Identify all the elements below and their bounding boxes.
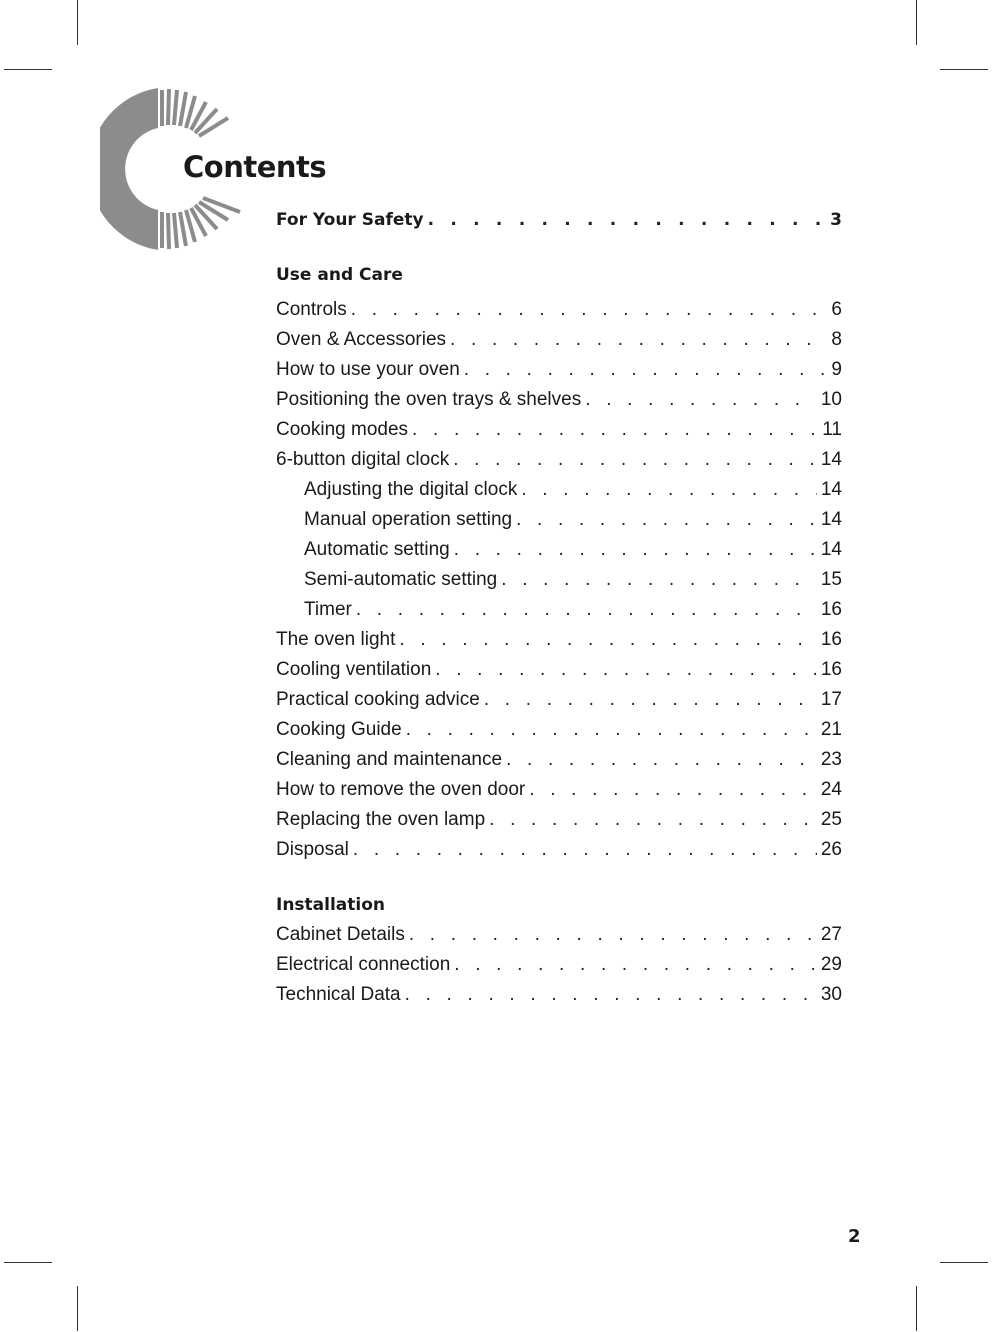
dot-leader <box>435 656 817 684</box>
toc-entry <box>276 446 842 474</box>
section-heading-use-and-care: Use and Care <box>276 265 403 285</box>
toc-entry <box>276 296 842 324</box>
toc-entry-label: Disposal <box>276 839 349 860</box>
toc-entry-page: 27 <box>820 924 842 945</box>
toc-entry-label: Adjusting the digital clock <box>304 479 518 500</box>
toc-entry-page: 3 <box>830 210 842 230</box>
dot-leader <box>409 921 817 949</box>
crop-mark <box>916 0 917 45</box>
toc-entry-label: 6-button digital clock <box>276 449 450 470</box>
crop-mark <box>940 69 988 70</box>
toc-entry <box>276 981 842 1009</box>
dot-leader <box>412 416 818 444</box>
toc-entry <box>276 326 842 354</box>
dot-leader <box>501 566 817 594</box>
toc-entry <box>276 716 842 744</box>
toc-entry-page: 30 <box>820 984 842 1005</box>
crop-mark <box>77 1286 78 1331</box>
toc-entry-page: 14 <box>820 449 842 470</box>
crop-mark <box>4 69 52 70</box>
toc-subentry <box>304 476 842 504</box>
toc-entry-page: 6 <box>831 299 842 320</box>
dot-leader <box>353 836 817 864</box>
toc-entry-page: 15 <box>820 569 842 590</box>
toc-entry-page: 26 <box>820 839 842 860</box>
crop-mark <box>4 1262 52 1263</box>
dot-leader <box>454 951 817 979</box>
toc-entry-page: 8 <box>831 329 842 350</box>
dot-leader <box>506 746 817 774</box>
dot-leader <box>521 476 817 504</box>
toc-entry <box>276 806 842 834</box>
page-title: Contents <box>183 150 327 184</box>
crop-mark <box>77 0 78 45</box>
toc-entry <box>276 356 842 384</box>
dot-leader <box>454 536 817 564</box>
dot-leader <box>585 386 817 414</box>
toc-entry-label: Electrical connection <box>276 954 451 975</box>
toc-entry-label: Cabinet Details <box>276 924 405 945</box>
crop-mark <box>940 1262 988 1263</box>
toc-entry <box>276 386 842 414</box>
dot-leader <box>406 716 817 744</box>
toc-entry-page: 29 <box>820 954 842 975</box>
toc-entry-page: 16 <box>820 629 842 650</box>
toc-entry-page: 14 <box>820 539 842 560</box>
toc-entry-page: 24 <box>820 779 842 800</box>
toc-entry-page: 11 <box>822 419 842 440</box>
toc-entry-label: Replacing the oven lamp <box>276 809 486 830</box>
toc-entry <box>276 416 842 444</box>
dot-leader <box>356 596 817 624</box>
toc-entry <box>276 626 842 654</box>
dot-leader <box>529 776 817 804</box>
dot-leader <box>489 806 817 834</box>
dot-leader <box>428 206 827 234</box>
crop-mark <box>916 1286 917 1331</box>
toc-entry <box>276 746 842 774</box>
toc-entry <box>276 686 842 714</box>
dot-leader <box>399 626 817 654</box>
toc-entry-label: Manual operation setting <box>304 509 513 530</box>
dot-leader <box>351 296 828 324</box>
toc-entry-page: 21 <box>820 719 842 740</box>
toc-entry-label: Cooking Guide <box>276 719 402 740</box>
toc-entry-label: Cleaning and maintenance <box>276 749 503 770</box>
toc-entry-page: 25 <box>820 809 842 830</box>
toc-entry-label: Cooking modes <box>276 419 409 440</box>
dot-leader <box>450 326 827 354</box>
dot-leader <box>516 506 817 534</box>
toc-entry-label: The oven light <box>276 629 396 650</box>
toc-entry-label: Positioning the oven trays & shelves <box>276 389 582 410</box>
toc-entry <box>276 656 842 684</box>
dot-leader <box>484 686 817 714</box>
toc-entry-label: Controls <box>276 299 347 320</box>
toc-entry-for-your-safety <box>276 206 842 234</box>
toc-entry-label: Semi-automatic setting <box>304 569 498 590</box>
toc-entry-label: How to use your oven <box>276 359 460 380</box>
toc-entry-label: Oven & Accessories <box>276 329 447 350</box>
toc-entry-page: 17 <box>820 689 842 710</box>
toc-entry-label: Automatic setting <box>304 539 450 560</box>
toc-entry-label: Practical cooking advice <box>276 689 480 710</box>
toc-entry-page: 10 <box>820 389 842 410</box>
section-heading-installation: Installation <box>276 895 386 915</box>
toc-subentry <box>304 596 842 624</box>
dot-leader <box>464 356 828 384</box>
toc-entry-label: Technical Data <box>276 984 401 1005</box>
toc-entry <box>276 951 842 979</box>
toc-entry <box>276 921 842 949</box>
toc-subentry <box>304 506 842 534</box>
toc-entry-label: How to remove the oven door <box>276 779 526 800</box>
toc-subentry <box>304 566 842 594</box>
toc-entry-page: 16 <box>820 659 842 680</box>
toc-entry-label: Cooling ventilation <box>276 659 432 680</box>
toc-entry <box>276 836 842 864</box>
toc-entry-page: 14 <box>820 509 842 530</box>
toc-entry-page: 14 <box>820 479 842 500</box>
toc-entry-label: For Your Safety <box>276 210 424 230</box>
dot-leader <box>453 446 817 474</box>
dot-leader <box>405 981 817 1009</box>
toc-entry <box>276 776 842 804</box>
toc-subentry <box>304 536 842 564</box>
toc-entry-page: 16 <box>820 599 842 620</box>
page-number: 2 <box>848 1226 861 1247</box>
toc-entry-label: Timer <box>304 599 352 620</box>
toc-entry-page: 9 <box>831 359 842 380</box>
toc-entry-page: 23 <box>820 749 842 770</box>
